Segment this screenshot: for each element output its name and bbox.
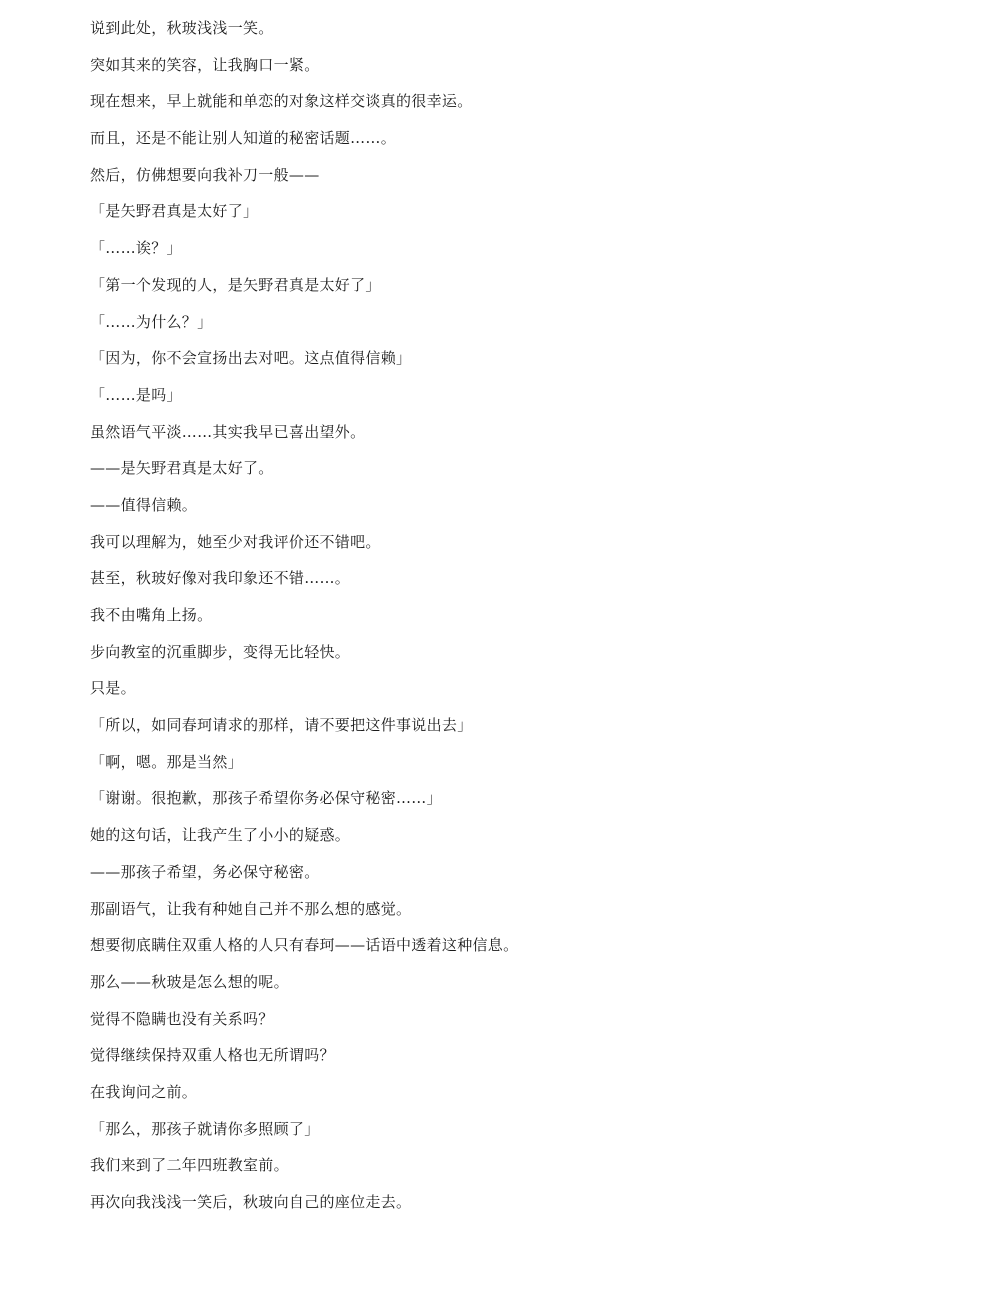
paragraph: ——那孩子希望，务必保守秘密。 [90, 862, 320, 881]
paragraph: 虽然语气平淡……其实我早已喜出望外。 [90, 422, 366, 441]
paragraph: 我们来到了二年四班教室前。 [90, 1156, 289, 1175]
paragraph: ——值得信赖。 [90, 495, 198, 514]
paragraph: 觉得继续保持双重人格也无所谓吗？ [90, 1046, 335, 1065]
paragraph: 说到此处，秋玻浅浅一笑。 [90, 19, 274, 37]
dialogue-line: 「那么，那孩子就请你多照顾了」 [90, 1119, 320, 1138]
paragraph: 想要彻底瞒住双重人格的人只有春珂——话语中透着这种信息。 [90, 936, 519, 955]
dialogue-line: 「所以，如同春珂请求的那样，请不要把这件事说出去」 [90, 716, 473, 735]
paragraph: 那副语气，让我有种她自己并不那么想的感觉。 [90, 899, 412, 918]
paragraph: 只是。 [90, 679, 136, 698]
paragraph: 现在想来，早上就能和单恋的对象这样交谈真的很幸运。 [90, 92, 473, 111]
paragraph: 她的这句话，让我产生了小小的疑惑。 [90, 826, 351, 845]
dialogue-line: 「……是吗」 [90, 385, 182, 404]
dialogue-line: 「啊，嗯。那是当然」 [90, 752, 244, 771]
paragraph: 而且，还是不能让别人知道的秘密话题……。 [90, 129, 397, 148]
paragraph: 步向教室的沉重脚步，变得无比轻快。 [90, 642, 351, 661]
paragraph: 那么——秋玻是怎么想的呢。 [90, 972, 289, 991]
paragraph: 在我询问之前。 [90, 1082, 198, 1101]
dialogue-line: 「因为，你不会宣扬出去对吧。这点值得信赖」 [90, 349, 412, 368]
paragraph: ——是矢野君真是太好了。 [90, 459, 274, 478]
paragraph: 甚至，秋玻好像对我印象还不错……。 [90, 569, 351, 588]
dialogue-line: 「第一个发现的人，是矢野君真是太好了」 [90, 275, 381, 294]
document-page [90, 18, 970, 1229]
paragraph: 我可以理解为，她至少对我评价还不错吧。 [90, 532, 381, 551]
paragraph: 再次向我浅浅一笑后，秋玻向自己的座位走去。 [90, 1193, 412, 1211]
dialogue-line: 「是矢野君真是太好了」 [90, 202, 259, 221]
dialogue-line: 「……为什么？」 [90, 312, 213, 331]
paragraph: 然后，仿佛想要向我补刀一般—— [90, 165, 320, 184]
paragraph: 觉得不隐瞒也没有关系吗？ [90, 1009, 274, 1028]
paragraph: 我不由嘴角上扬。 [90, 606, 213, 624]
paragraph: 突如其来的笑容，让我胸口一紧。 [90, 55, 320, 74]
dialogue-line: 「谢谢。很抱歉，那孩子希望你务必保守秘密……」 [90, 789, 442, 808]
dialogue-line: 「……诶？」 [90, 239, 182, 258]
